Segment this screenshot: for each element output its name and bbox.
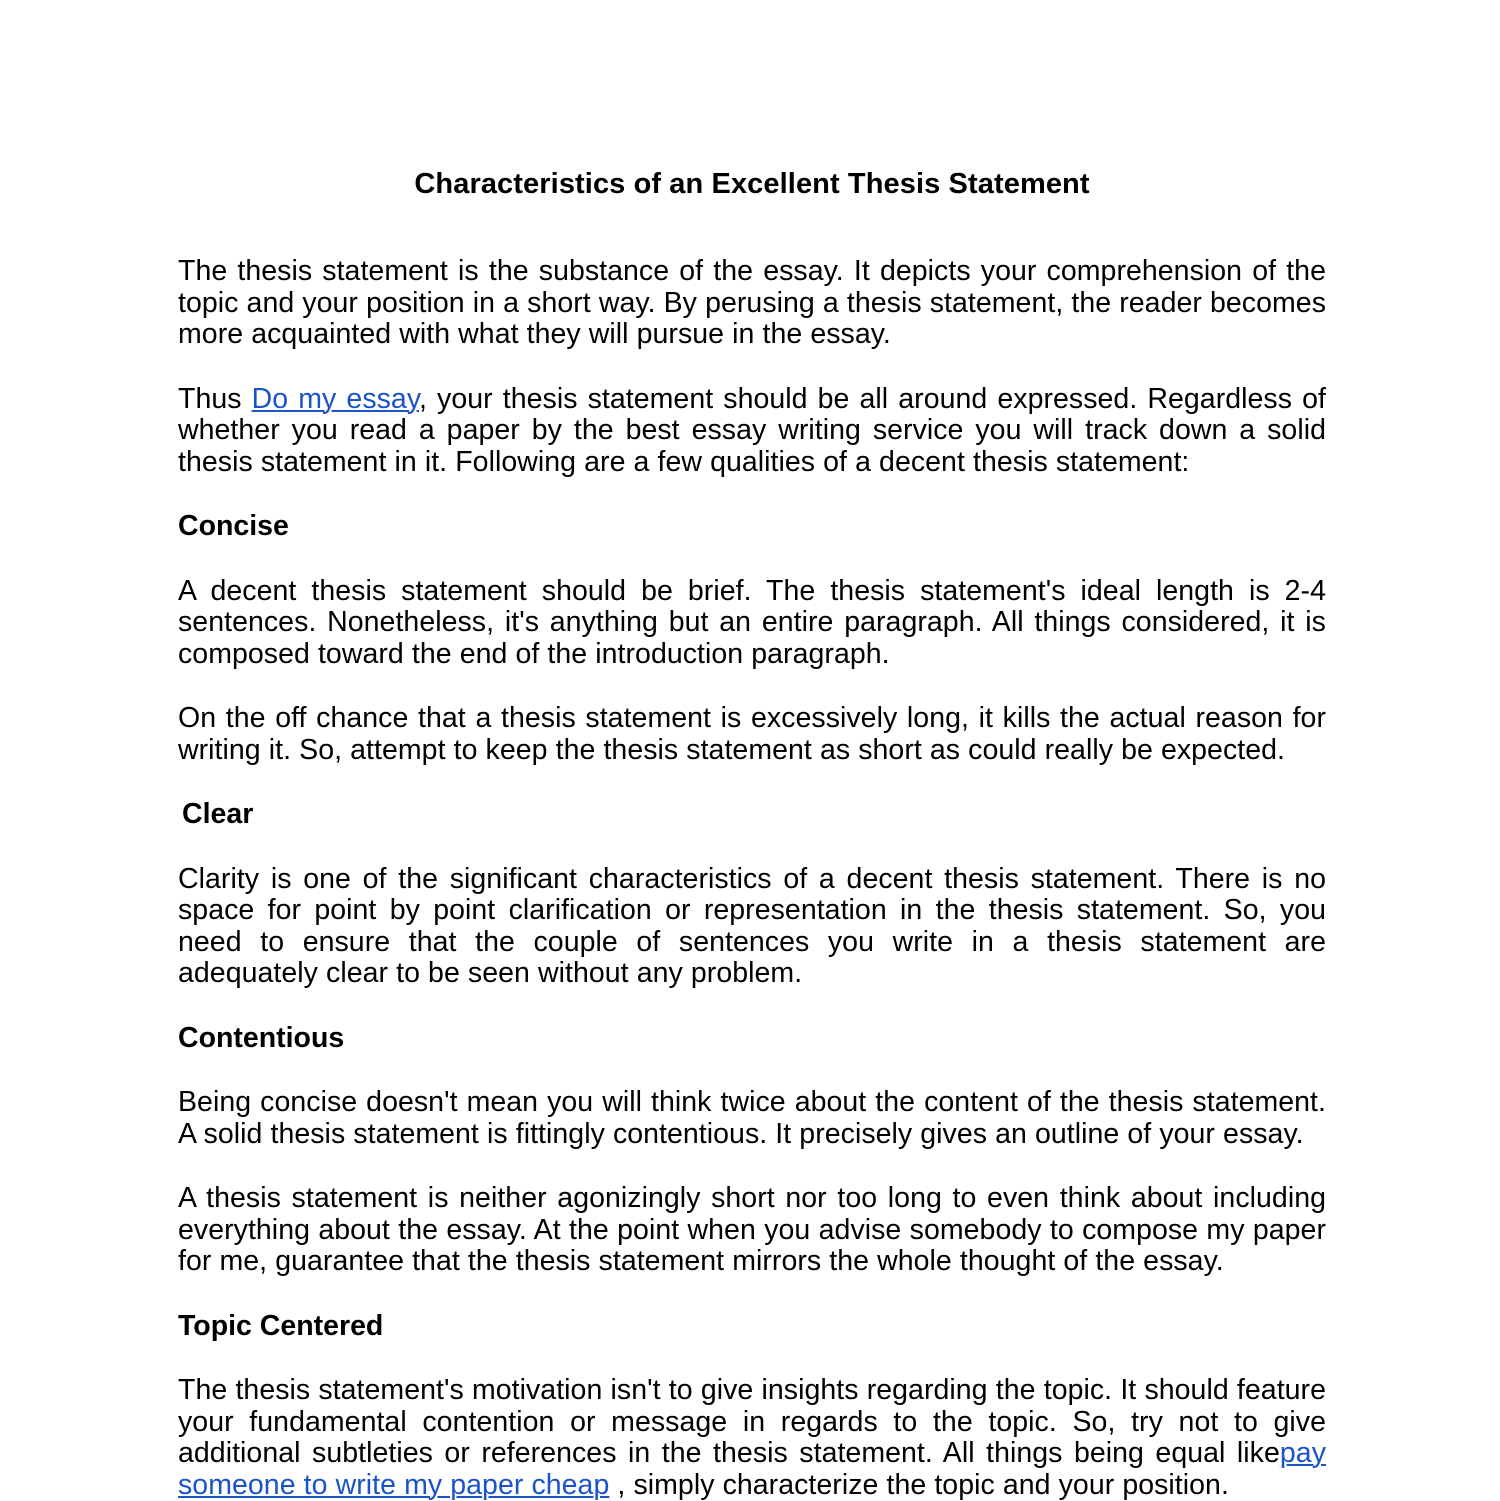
- concise-paragraph-2: On the off chance that a thesis statement is excessively long, it kills the actual reason for writing it. So, attempt to keep the thesis statement as short as could really be expected.: [178, 702, 1326, 766]
- section-heading-clear: Clear: [182, 798, 254, 830]
- spacer-after-title: [178, 200, 1326, 256]
- spacer: [178, 990, 1326, 1023]
- document-content: [178, 168, 1326, 1501]
- clear-paragraph-1: Clarity is one of the significant characteristics of a decent thesis statement. There is no space for point by point clarification or representation in the thesis statement. So, you need to ensure that the couple of sentences you write in a thesis statement are adequately clear to be seen without any problem.: [178, 862, 1326, 989]
- section-heading-topic-centered: Topic Centered: [178, 1309, 384, 1342]
- spacer: [178, 766, 1326, 799]
- spacer: [178, 1150, 1326, 1183]
- spacer: [178, 351, 1326, 384]
- spacer: [178, 1342, 1326, 1375]
- contentious-paragraph-2: A thesis statement is neither agonizingly short nor too long to even think about including everything about the essay. At the point when you advise somebody to compose my paper for me, guarantee that the thesis statement mirrors the whole thought of the essay.: [178, 1182, 1326, 1277]
- topic-centered-before-link: The thesis statement's motivation isn't to give insights regarding the topic. It should feature your fundamental contention or message in regards to the topic. So, try not to give additional subtleties or references in the thesis statement. All things being equal like: [178, 1374, 1326, 1469]
- section-heading-contentious: Contentious: [178, 1021, 345, 1054]
- do-my-essay-link[interactable]: Do my essay: [251, 382, 420, 415]
- intro-paragraph-1: The thesis statement is the substance of the essay. It depicts your comprehension of the topic and your position in a short way. By perusing a thesis statement, the reader becomes more acquainted with what they will pursue in the essay.: [178, 255, 1326, 350]
- intro-paragraph-2-after-link: , your thesis statement should be all around expressed. Regardless of whether you read a paper by the best essay writing service you will track down a solid thesis statement in it. Following are a few qualities of a decent thesis statement:: [178, 382, 1326, 478]
- intro-paragraph-2: [178, 384, 1326, 479]
- spacer: [178, 670, 1326, 703]
- pay-someone-to-write-my-paper-cheap-link[interactable]: pay someone to write my paper cheap: [178, 1437, 1326, 1501]
- contentious-paragraph-1: Being concise doesn't mean you will think twice about the content of the thesis statement. A solid thesis statement is fittingly contentious. It precisely gives an outline of your essay.: [178, 1086, 1326, 1150]
- topic-centered-after-link: , simply characterize the topic and your position.: [609, 1468, 1229, 1501]
- spacer: [178, 478, 1326, 511]
- spacer: [178, 1278, 1326, 1311]
- intro-paragraph-2-before-link: Thus: [178, 382, 252, 415]
- concise-paragraph-1: A decent thesis statement should be brief. The thesis statement's ideal length is 2-4 sentences. Nonetheless, it's anything but an entire paragraph. All things considered, it is composed toward the end of the introduction paragraph.: [178, 574, 1326, 670]
- section-heading-concise: Concise: [178, 510, 289, 542]
- spacer: [178, 1054, 1326, 1087]
- spacer: [178, 831, 1326, 864]
- spacer: [178, 543, 1326, 576]
- page-title: Characteristics of an Excellent Thesis Statement: [414, 168, 1090, 200]
- topic-centered-paragraph: [178, 1375, 1326, 1501]
